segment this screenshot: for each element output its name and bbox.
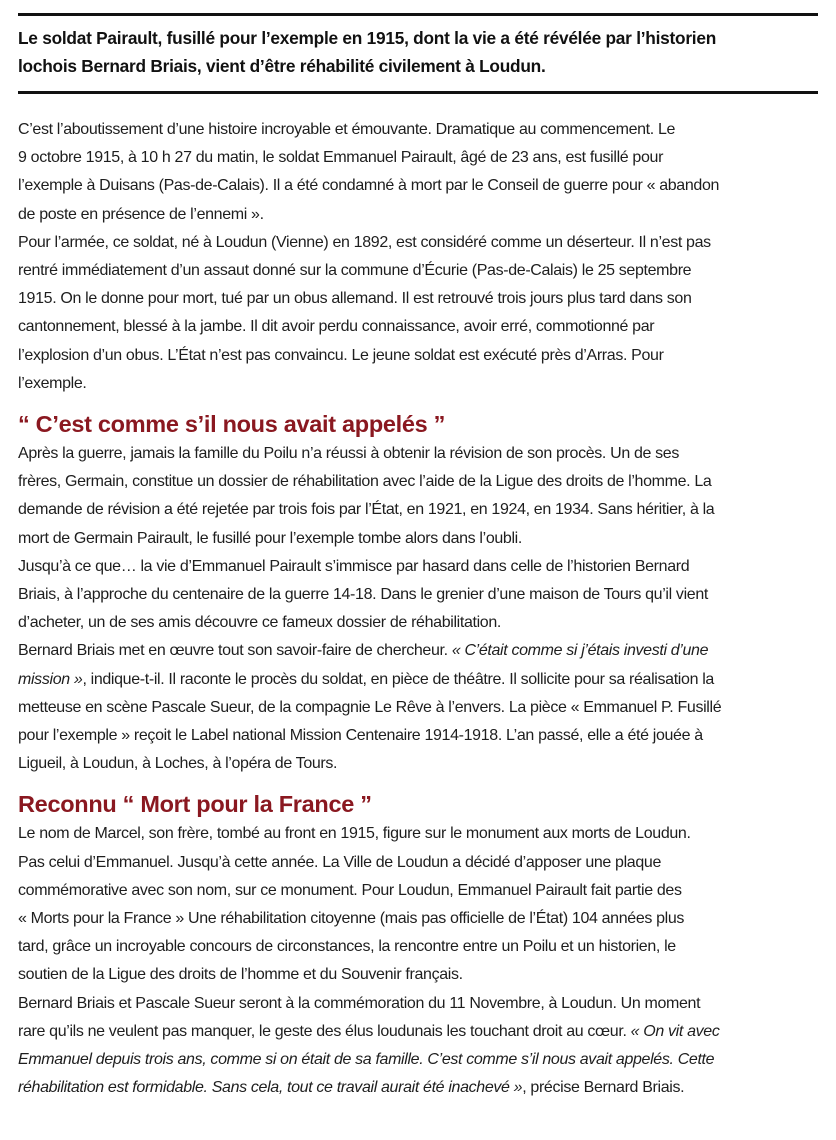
- text-line: C’est l’aboutissement d’une histoire incroyable et émouvante. Dramatique au commencement. Le: [18, 121, 676, 138]
- text-line: Ligueil, à Loudun, à Loches, à l’opéra de Tours.: [18, 755, 338, 773]
- text-line: [18, 1046, 824, 1074]
- section-heading: Reconnu “ Mort pour la France ”: [18, 791, 372, 818]
- section-appeles: [18, 410, 824, 778]
- quote-run: Emmanuel depuis trois ans, comme si on était de sa famille. C’est comme s’il nous avait appelés. Cette: [18, 1051, 715, 1069]
- text-run: , indique-t-il. Il raconte le procès du soldat, en pièce de théâtre. Il sollicite pour sa réalisation la: [82, 670, 714, 688]
- text-line: Après la guerre, jamais la famille du Poilu n’a réussi à obtenir la révision de son procès. Un de ses: [18, 445, 680, 463]
- text-run: , précise Bernard Briais.: [522, 1079, 685, 1097]
- article-lede: [18, 24, 818, 80]
- text-run: rare qu’ils ne veulent pas manquer, le geste des élus loudunais les touchant droit au cœur.: [18, 1022, 631, 1040]
- text-line: rentré immédiatement d’un assaut donné sur la commune d’Écurie (Pas-de-Calais) le 25 septembre: [18, 262, 692, 280]
- text-line: [18, 1018, 824, 1046]
- text-line: l’explosion d’un obus. L’État n’est pas convaincu. Le jeune soldat est exécuté près d’Arras. Pour: [18, 346, 664, 364]
- section-intro: [18, 116, 824, 398]
- text-line: 1915. On le donne pour mort, tué par un obus allemand. Il est retrouvé trois jours plus tard dans son: [18, 290, 692, 308]
- quote-run: mission »: [18, 670, 83, 688]
- text-line: cantonnement, blessé à la jambe. Il dit avoir perdu connaissance, avoir erré, commotionné par: [18, 318, 655, 336]
- section-heading: “ C’est comme s’il nous avait appelés ”: [18, 411, 446, 438]
- section-reconnu: [18, 790, 824, 1102]
- text-line: « Morts pour la France » Une réhabilitation citoyenne (mais pas officielle de l’État) 104 années plus: [18, 910, 685, 928]
- text-line: frères, Germain, constitue un dossier de réhabilitation avec l’aide de la Ligue des droits de l’homme. La: [18, 473, 712, 491]
- quote-run: réhabilitation est formidable. Sans cela, tout ce travail aurait été inachevé »: [18, 1079, 523, 1097]
- lede-line: Le soldat Pairault, fusillé pour l’exemple en 1915, dont la vie a été révélée par l’historien: [18, 28, 717, 48]
- text-run: Bernard Briais met en œuvre tout son savoir-faire de chercheur.: [18, 642, 452, 660]
- top-rule: [18, 13, 818, 16]
- text-line: l’exemple à Duisans (Pas-de-Calais). Il a été condamné à mort par le Conseil de guerre pour « abandon: [18, 177, 720, 195]
- text-line: Bernard Briais et Pascale Sueur seront à la commémoration du 11 Novembre, à Loudun. Un moment: [18, 994, 701, 1012]
- text-line: soutien de la Ligue des droits de l’homme et du Souvenir français.: [18, 966, 463, 984]
- text-line: pour l’exemple » reçoit le Label national Mission Centenaire 1914-1918. L’an passé, elle a été jouée à: [18, 727, 703, 745]
- text-line: Briais, à l’approche du centenaire de la guerre 14-18. Dans le grenier d’une maison de Tours qu’il vient: [18, 586, 708, 604]
- text-line: Le nom de Marcel, son frère, tombé au front en 1915, figure sur le monument aux morts de Loudun.: [18, 825, 691, 843]
- text-line: demande de révision a été rejetée par trois fois par l’État, en 1921, en 1924, en 1934. Sans héritier, à la: [18, 501, 715, 519]
- text-line: metteuse en scène Pascale Sueur, de la compagnie Le Rêve à l’envers. La pièce « Emmanuel P. Fusillé: [18, 698, 722, 716]
- text-line: Jusqu’à ce que… la vie d’Emmanuel Pairault s’immisce par hasard dans celle de l’historien Bernard: [18, 557, 690, 575]
- text-line: mort de Germain Pairault, le fusillé pour l’exemple tombe alors dans l’oubli.: [18, 529, 522, 547]
- text-line: [18, 1074, 824, 1102]
- text-line: Pour l’armée, ce soldat, né à Loudun (Vienne) en 1892, est considéré comme un déserteur. Il n’est pas: [18, 233, 711, 251]
- text-line: l’exemple.: [18, 374, 87, 392]
- text-line: Pas celui d’Emmanuel. Jusqu’à cette année. La Ville de Loudun a décidé d’apposer une plaque: [18, 853, 662, 871]
- bottom-rule: [18, 91, 818, 94]
- text-line: [18, 666, 824, 694]
- text-line: tard, grâce un incroyable concours de circonstances, la rencontre entre un Poilu et un historien, le: [18, 938, 676, 956]
- article-body: [18, 116, 824, 1103]
- text-line: [18, 637, 824, 665]
- text-line: 9 octobre 1915, à 10 h 27 du matin, le soldat Emmanuel Pairault, âgé de 23 ans, est fusillé pour: [18, 149, 664, 167]
- quote-run: « On vit avec: [630, 1022, 720, 1040]
- lede-line: lochois Bernard Briais, vient d’être réhabilité civilement à Loudun.: [18, 56, 546, 76]
- text-line: commémorative avec son nom, sur ce monument. Pour Loudun, Emmanuel Pairault fait partie des: [18, 881, 682, 899]
- text-line: de poste en présence de l’ennemi ».: [18, 205, 264, 223]
- quote-run: « C’était comme si j’étais investi d’une: [451, 642, 709, 660]
- text-line: d’acheter, un de ses amis découvre ce fameux dossier de réhabilitation.: [18, 614, 501, 632]
